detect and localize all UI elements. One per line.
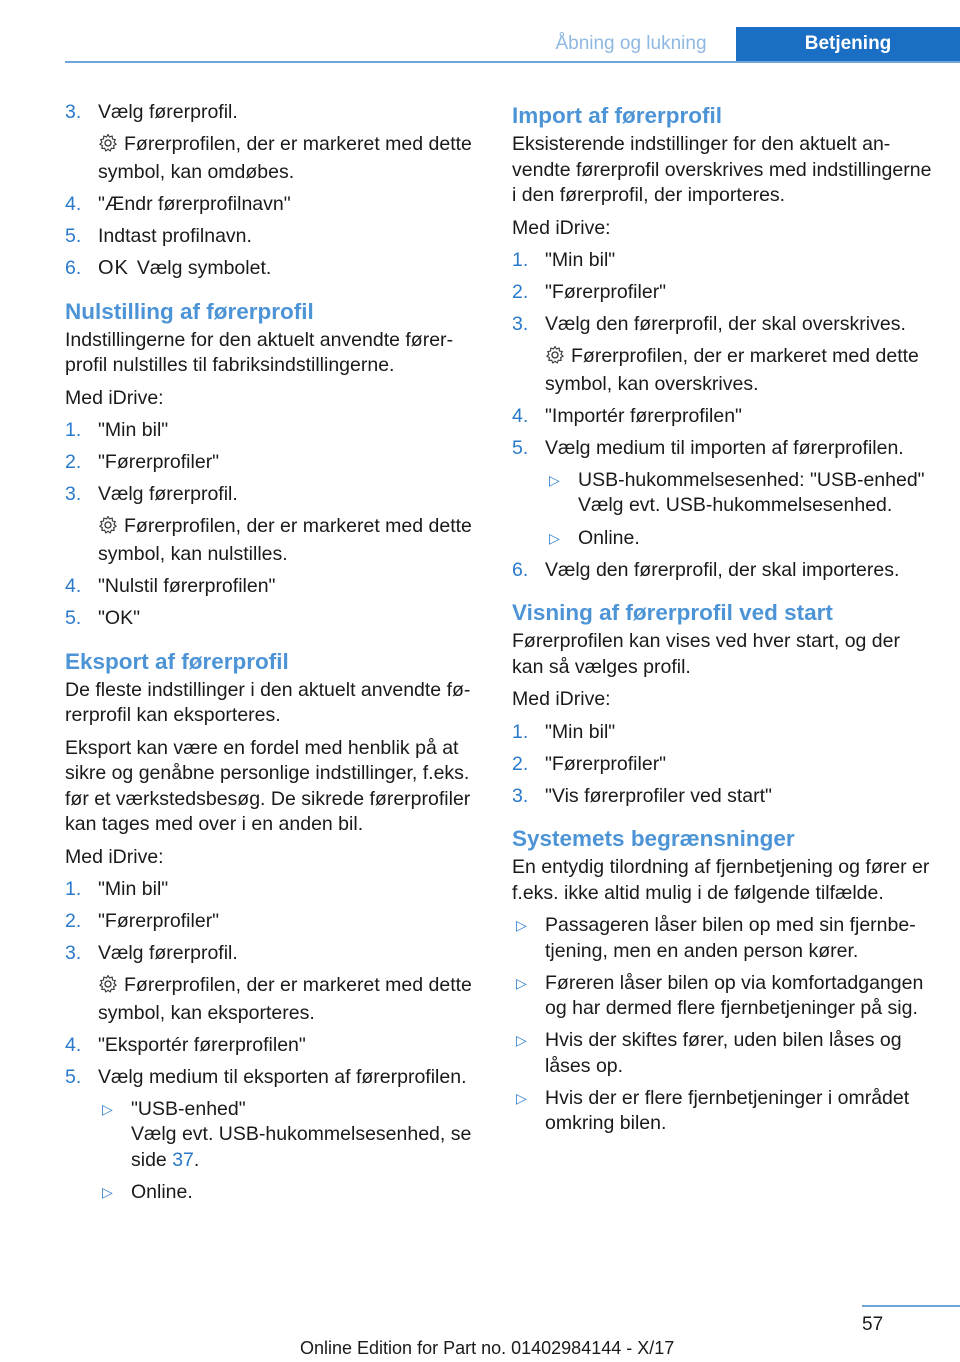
step-text: Indtast profilnavn. [98, 225, 252, 247]
footer-edition: Online Edition for Part no. 01402984144 - X/17 [300, 1338, 675, 1358]
list-item [512, 280, 932, 306]
arrow-bullet-icon: ▷ [516, 1089, 527, 1106]
page-reference-link[interactable]: 37 [172, 1148, 194, 1171]
bullet-text: Hvis der skiftes fører, uden bilen låses og låses op. [545, 1029, 902, 1077]
list-item [65, 574, 483, 600]
step-number: 3. [65, 942, 82, 964]
step-text: Vælg førerprofil. [98, 942, 238, 964]
list-item [512, 784, 932, 810]
step-text: "Vis førerprofiler ved start" [545, 784, 772, 807]
idrive-label: Med iDrive: [65, 845, 164, 868]
step-text: "Førerprofiler" [545, 752, 667, 775]
step-number: 2. [512, 752, 529, 775]
list-item [545, 526, 932, 552]
note-text: Førerprofilen, der er markeret med dette symbol, kan eksporteres. [98, 973, 472, 1024]
bullet-text: Føreren låser bilen op via komfortadgangen og har dermed flere fjernbetjeninger på sig. [545, 971, 924, 1019]
list-item [512, 312, 932, 398]
step-text: "Førerprofiler" [98, 451, 220, 473]
list-item [512, 404, 932, 430]
idrive-label: Med iDrive: [65, 386, 164, 409]
list-item [545, 468, 932, 519]
option-text: Online. [578, 526, 640, 549]
step-number: 1. [512, 249, 529, 271]
bullet-text: Passageren låser bilen op med sin fjernbetjening, men en anden person kører. [545, 914, 916, 962]
list-item [65, 100, 483, 186]
step-number: 2. [65, 451, 82, 473]
step-text: Vælg medium til eksporten af førerprofilen. [98, 1066, 467, 1088]
section-intro: Eksisterende indstillinger for den aktuelt anvendte førerprofil overskrives med indstillingerne i den førerprofil, der importeres. [512, 133, 932, 206]
step-number: 2. [512, 281, 529, 303]
step-number: 5. [65, 1066, 82, 1088]
list-item [65, 192, 483, 218]
arrow-bullet-icon: ▷ [102, 1184, 113, 1200]
step-number: 3. [512, 784, 529, 807]
step-text: "Førerprofiler" [98, 910, 220, 932]
step-number: 1. [65, 878, 82, 900]
arrow-bullet-icon: ▷ [516, 974, 527, 991]
section-title-export: Eksport af førerprofil [65, 648, 289, 674]
gear-icon [98, 133, 124, 161]
list-item [65, 877, 483, 903]
step-number: 3. [512, 313, 529, 335]
list-item [512, 913, 932, 964]
list-item [512, 248, 932, 274]
step-text: "Ændr førerprofilnavn" [98, 193, 291, 215]
step-note [545, 344, 932, 398]
step-text: Vælg den førerprofil, der skal importeres. [545, 558, 900, 581]
section-intro: Indstillingerne for den aktuelt anvendte førerprofil nulstilles til fabriksindstillingerne. [65, 328, 454, 376]
rename-steps-list [65, 100, 483, 282]
list-item [65, 482, 483, 568]
note-text: Førerprofilen, der er markeret med dette symbol, kan omdøbes. [98, 132, 472, 183]
step-number: 4. [512, 405, 529, 427]
export-medium-options [98, 1097, 483, 1206]
gear-icon [98, 974, 124, 1002]
step-number: 1. [65, 419, 82, 441]
footer-divider [862, 1305, 960, 1307]
list-item [512, 752, 932, 778]
header-divider [65, 61, 960, 63]
import-steps-list [512, 248, 932, 583]
section-title-limits: Systemets begrænsninger [512, 826, 795, 851]
step-text: "OK" [98, 607, 141, 629]
step-text: Vælg symbolet. [136, 257, 272, 279]
option-text: "USB-enhed" [131, 1097, 246, 1120]
list-item [512, 558, 932, 584]
step-text: "Min bil" [98, 419, 169, 441]
list-item [65, 256, 483, 282]
arrow-bullet-icon: ▷ [549, 471, 560, 488]
left-column [65, 100, 483, 1212]
arrow-bullet-icon: ▷ [516, 1032, 527, 1048]
page-number: 57 [862, 1314, 884, 1335]
option-text: USB-hukommelsesenhed: "USB-enhed" [578, 468, 925, 491]
limits-bullet-list [512, 913, 932, 1137]
list-item [65, 1033, 483, 1059]
step-text: "Min bil" [545, 720, 616, 743]
header-section-title: Åbning og lukning [555, 33, 707, 54]
list-item [65, 224, 483, 250]
list-item [512, 971, 932, 1022]
list-item [512, 720, 932, 746]
option-detail: Vælg evt. USB-hukommelsesenhed. [578, 494, 893, 516]
step-number: 1. [512, 720, 529, 743]
header-chapter-tab[interactable]: Betjening [736, 27, 960, 61]
step-number: 2. [65, 910, 82, 932]
bullet-text: Hvis der er flere fjernbetjeninger i området omkring bilen. [545, 1086, 910, 1134]
list-item [512, 1028, 932, 1079]
arrow-bullet-icon: ▷ [549, 529, 560, 546]
step-number: 3. [65, 483, 82, 505]
step-number: 5. [65, 225, 82, 247]
step-note [98, 514, 483, 568]
section-intro: Eksport kan være en fordel med henblik på at sikre og genåbne personlige indstillinger, f.eks. før et værkstedsbesøg. De sikrede førerprofiler kan tages med over i en anden bil. [65, 736, 471, 835]
section-intro: De fleste indstillinger i den aktuelt anvendte førerprofil kan eksporteres. [65, 678, 471, 726]
section-title-reset: Nulstilling af førerprofil [65, 298, 314, 324]
right-column [512, 100, 932, 1143]
option-text: Online. [131, 1181, 193, 1203]
step-number: 4. [65, 1034, 82, 1056]
step-text: "Importér førerprofilen" [545, 405, 742, 427]
step-text: "Min bil" [545, 249, 616, 271]
note-text: Førerprofilen, der er markeret med dette symbol, kan overskrives. [545, 344, 919, 395]
ok-symbol-icon: OK [98, 257, 129, 279]
step-text: "Nulstil førerprofilen" [98, 575, 276, 597]
step-text: Vælg førerprofil. [98, 101, 238, 123]
note-text: Førerprofilen, der er markeret med dette symbol, kan nulstilles. [98, 514, 472, 565]
step-note [98, 132, 483, 186]
list-item [65, 941, 483, 1027]
list-item [98, 1180, 483, 1206]
import-medium-options [545, 468, 932, 552]
step-text: "Førerprofiler" [545, 281, 667, 303]
section-intro: En entydig tilordning af fjernbetjening og fører er f.eks. ikke altid mulig i de følgende tilfælde. [512, 856, 930, 904]
list-item [65, 418, 483, 444]
list-item [512, 1086, 932, 1137]
idrive-label: Med iDrive: [512, 216, 611, 239]
arrow-bullet-icon: ▷ [516, 917, 527, 933]
option-detail: Vælg evt. USB-hukommelsesenhed, se side [131, 1123, 472, 1171]
section-title-visning: Visning af førerprofil ved start [512, 600, 833, 625]
visning-steps-list [512, 720, 932, 810]
step-number: 5. [65, 607, 82, 629]
list-item [65, 450, 483, 476]
section-title-import: Import af førerprofil [512, 103, 723, 128]
list-item [512, 436, 932, 551]
list-item [65, 606, 483, 632]
list-item [65, 909, 483, 935]
step-number: 5. [512, 437, 529, 459]
gear-icon [98, 515, 124, 543]
step-note [98, 973, 483, 1027]
step-number: 6. [65, 257, 82, 279]
idrive-label: Med iDrive: [512, 688, 611, 710]
arrow-bullet-icon: ▷ [102, 1100, 113, 1117]
gear-icon [545, 345, 571, 373]
reset-steps-list [65, 418, 483, 632]
step-text: "Min bil" [98, 878, 169, 900]
step-text: Vælg den førerprofil, der skal overskrives. [545, 313, 906, 335]
step-number: 6. [512, 558, 529, 581]
step-number: 4. [65, 575, 82, 597]
export-steps-list [65, 877, 483, 1206]
step-number: 4. [65, 193, 82, 215]
list-item [65, 1065, 483, 1206]
list-item: ▷ "USB-enhed" Vælg evt. USB-hukommelsesenhed, se side 37. [102, 1097, 472, 1171]
section-intro: Førerprofilen kan vises ved hver start, og der kan så vælges profil. [512, 630, 900, 678]
step-text: Vælg førerprofil. [98, 483, 238, 505]
step-text: "Eksportér førerprofilen" [98, 1034, 306, 1056]
step-text: Vælg medium til importen af førerprofilen. [545, 437, 904, 459]
step-number: 3. [65, 101, 82, 123]
